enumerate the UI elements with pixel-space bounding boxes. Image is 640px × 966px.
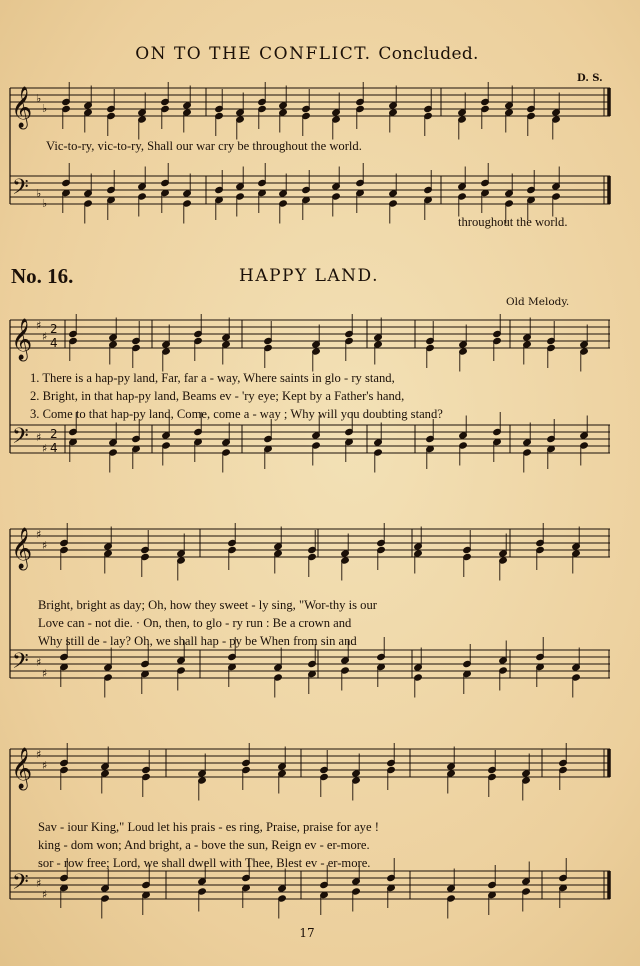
happy-system-2-key-sharp: ♯ bbox=[42, 667, 48, 680]
lyric-verse-2-line-1: 2. Bright, in that hap-py land, Beams ev - 'ry eye; Kept by a Father's hand, bbox=[30, 389, 405, 403]
happy-system-1-key-sharp: ♯ bbox=[42, 330, 48, 343]
happy-system-1-key-sharp: ♯ bbox=[36, 319, 42, 332]
happy-system-1-key-sharp: ♯ bbox=[36, 431, 42, 444]
happy-system-2-key-sharp: ♯ bbox=[36, 528, 42, 541]
lyric-verse-3-line-2: Why still de - lay? Oh, we shall hap - py be When from sin and bbox=[38, 634, 357, 648]
happy-system-1-time-bottom: 4 bbox=[50, 336, 58, 350]
lyric-verse-1-line-2: Bright, bright as day; Oh, how they sweet - ly sing, "Wor-thy is our bbox=[38, 598, 377, 612]
happy-system-2-key-sharp: ♯ bbox=[42, 539, 48, 552]
conflict-system-key-flat: ♭ bbox=[42, 197, 48, 210]
page-number: 17 bbox=[299, 926, 315, 940]
lyric-verse-1-line-3: Sav - iour King," Loud let his prais - es ring, Praise, praise for aye ! bbox=[38, 820, 379, 834]
conflict-system-key-flat: ♭ bbox=[36, 92, 42, 105]
lyric-verse-1-line-1: 1. There is a hap-py land, Far, far a - way, Where saints in glo - ry stand, bbox=[30, 371, 395, 385]
happy-system-1-bass-clef: 𝄢 bbox=[12, 424, 29, 454]
happy-system-3-key-sharp: ♯ bbox=[36, 877, 42, 890]
happy-system-3-bass-clef: 𝄢 bbox=[12, 870, 29, 900]
happy-system-1-time-top: 2 bbox=[50, 322, 58, 336]
happy-system-2-bass-clef: 𝄢 bbox=[12, 649, 29, 679]
happy-system-1-key-sharp: ♯ bbox=[42, 442, 48, 455]
conflict-system-bass-clef: 𝄢 bbox=[12, 175, 29, 205]
bass-lyric-conflict: throughout the world. bbox=[458, 215, 568, 229]
conflict-system-key-flat: ♭ bbox=[42, 102, 48, 115]
dal-segno-mark: D. S. bbox=[577, 73, 603, 84]
lyric-verse-3-line-3: sor - row free; Lord, we shall dwell with Thee, Blest ev - er-more. bbox=[38, 856, 371, 870]
happy-system-2-treble-clef: 𝄞 bbox=[11, 528, 33, 569]
happy-system-3-key-sharp: ♯ bbox=[36, 748, 42, 761]
title-main: ON TO THE CONFLICT. bbox=[135, 44, 372, 64]
happy-system-3-key-sharp: ♯ bbox=[42, 759, 48, 772]
conflict-system-treble-clef: 𝄞 bbox=[11, 87, 33, 128]
lyric-verse-2-line-3: king - dom won; And bright, a - bove the sun, Reign ev - er-more. bbox=[38, 838, 370, 852]
hymn-number: No. 16. bbox=[11, 264, 74, 288]
happy-system-3-treble-clef: 𝄞 bbox=[11, 748, 33, 789]
lyric-line-conflict: Vic-to-ry, vic-to-ry, Shall our war cry be throughout the world. bbox=[46, 139, 362, 153]
tune-attribution: Old Melody. bbox=[506, 296, 570, 308]
happy-system-3-key-sharp: ♯ bbox=[42, 888, 48, 901]
lyric-verse-2-line-2: Love can - not die. · On, then, to glo - ry run : Be a crown and bbox=[38, 616, 352, 630]
conflict-system-key-flat: ♭ bbox=[36, 187, 42, 200]
happy-system-1-time-top: 2 bbox=[50, 427, 58, 441]
happy-system-2-key-sharp: ♯ bbox=[36, 656, 42, 669]
happy-system-1-treble-clef: 𝄞 bbox=[11, 319, 33, 360]
section-title-happy-land: HAPPY LAND. bbox=[239, 266, 379, 286]
lyric-verse-3-line-1: 3. Come to that hap-py land, Come, come a - way ; Why will you doubting stand? bbox=[30, 407, 443, 421]
happy-system-1-time-bottom: 4 bbox=[50, 441, 58, 455]
title-concluded: Concluded. bbox=[378, 44, 479, 64]
